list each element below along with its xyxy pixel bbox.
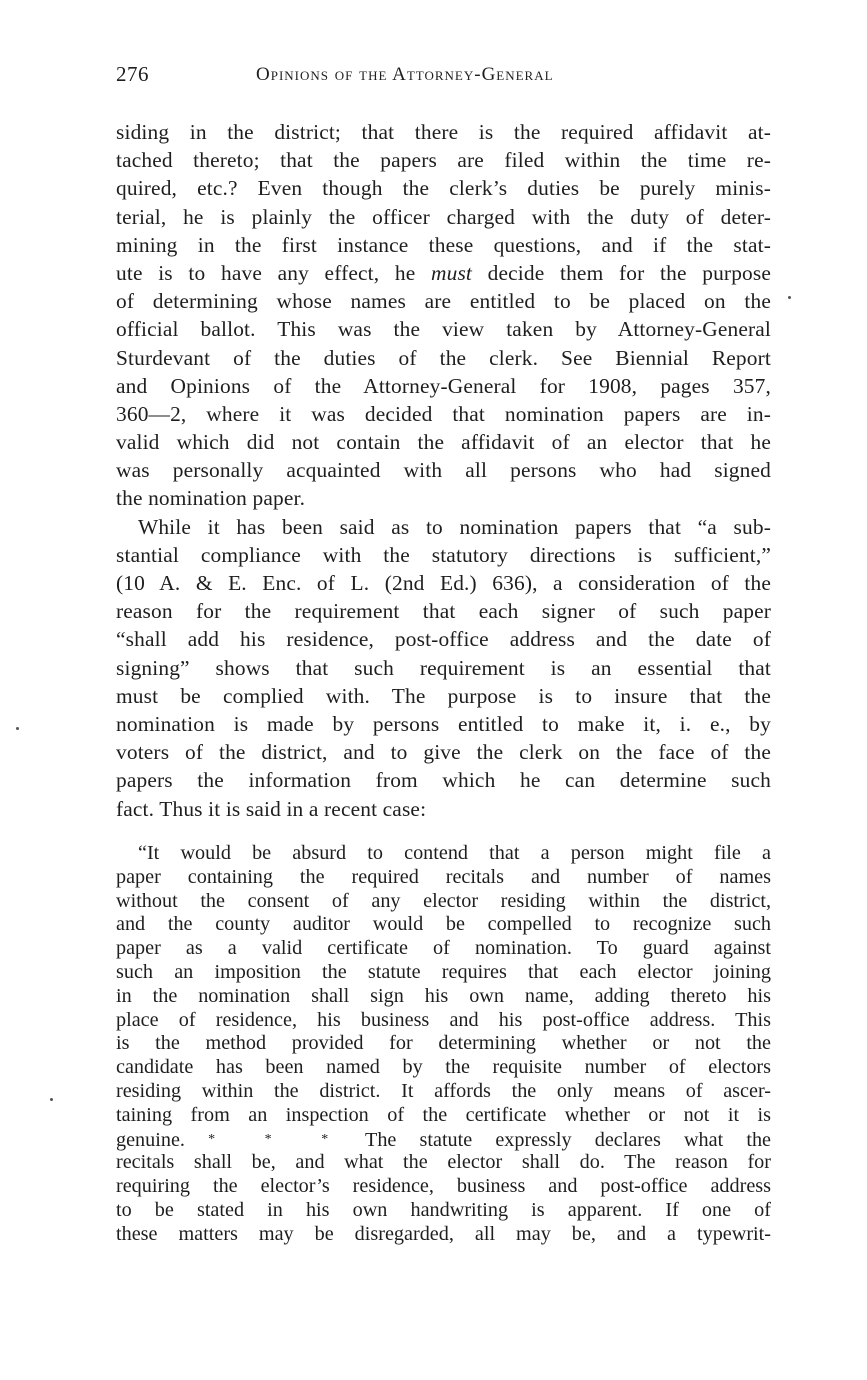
text-line: (10 A. & E. Enc. of L. (2nd Ed.) 636), a consideration of the (116, 571, 771, 595)
text-line: of determining whose names are entitled to be placed on the (116, 289, 771, 314)
quote-line: in the nomination shall sign his own name, adding thereto his (116, 984, 771, 1007)
text-line: papers the information from which he can determine such (116, 768, 771, 793)
scan-speck (16, 727, 19, 730)
text-line: nomination is made by persons entitled to make it, i. e., by (116, 711, 771, 736)
quote-line: is the method provided for determining whether or not the (116, 1032, 771, 1055)
text-segment: The statute expressly declares what the (342, 1128, 771, 1151)
quote-line: recitals shall be, and what the elector shall do. The reason for (116, 1151, 771, 1174)
text-line: valid which did not contain the affidavit of an elector that he (116, 430, 771, 455)
scan-speck (50, 1098, 53, 1101)
quote-line: requiring the elector’s residence, business and post-office address (116, 1175, 771, 1198)
text-segment: ute is to have any effect, he (116, 260, 431, 285)
text-line: was personally acquainted with all persons who had signed (116, 458, 771, 483)
body-text (116, 118, 771, 823)
text-line: signing” shows that such requirement is an essential that (116, 655, 771, 680)
text-line: quired, etc.? Even though the clerk’s duties be purely minis- (116, 176, 771, 201)
quote-line: without the consent of any elector residing within the district, (116, 889, 771, 912)
text-segment: decide them for the purpose (472, 260, 772, 285)
quote-line: these matters may be disregarded, all may be, and a typewrit- (116, 1222, 771, 1245)
block-quote (116, 842, 771, 1247)
text-line: fact. Thus it is said in a recent case: (116, 796, 427, 821)
text-line: must be complied with. The purpose is to insure that the (116, 683, 771, 708)
quote-line: to be stated in his own handwriting is apparent. If one of (116, 1198, 771, 1221)
quote-line: place of residence, his business and his post-office address. This (116, 1008, 771, 1031)
quote-line: candidate has been named by the requisite number of electors (116, 1056, 771, 1079)
text-line: While it has been said as to nomination papers that “a sub- (138, 514, 771, 539)
text-line: voters of the district, and to give the clerk on the face of the (116, 740, 771, 765)
text-line: “shall add his residence, post-office address and the date of (116, 627, 771, 652)
page-number: 276 (116, 62, 149, 86)
text-line: siding in the district; that there is the required affidavit at- (116, 120, 771, 144)
scan-speck (788, 296, 791, 299)
text-line: Sturdevant of the duties of the clerk. See Biennial Report (116, 345, 771, 370)
text-segment: genuine. (116, 1128, 209, 1151)
text-line: 360—2, where it was decided that nomination papers are in- (116, 401, 771, 426)
text-line: and Opinions of the Attorney-General for 1908, pages 357, (116, 373, 771, 398)
text-line: the nomination paper. (116, 486, 306, 511)
quote-line: paper as a valid certificate of nomination. To guard against (116, 937, 771, 960)
text-line: official ballot. This was the view taken by Attorney-General (116, 317, 771, 342)
text-line: tached thereto; that the papers are filed within the time re- (116, 148, 771, 173)
ellipsis-stars: * * * (208, 1131, 343, 1147)
quote-line: “It would be absurd to contend that a person might file a (138, 842, 771, 864)
text-line: reason for the requirement that each signer of such paper (116, 599, 771, 624)
text-line: mining in the first instance these questions, and if the stat- (116, 232, 771, 257)
quote-line: such an imposition the statute requires that each elector joining (116, 960, 771, 983)
quote-line: residing within the district. It affords the only means of ascer- (116, 1079, 771, 1102)
emphasis-word: must (431, 260, 473, 285)
quote-line: paper containing the required recitals and number of names (116, 865, 771, 888)
quote-line: taining from an inspection of the certificate whether or not it is (116, 1103, 771, 1126)
text-line: terial, he is plainly the officer charged with the duty of deter- (116, 204, 771, 229)
text-line (116, 259, 771, 287)
quote-line: and the county auditor would be compelled to recognize such (116, 913, 771, 936)
running-title: Opinions of the Attorney-General (256, 64, 554, 85)
text-line: stantial compliance with the statutory directions is sufficient,” (116, 542, 771, 567)
quote-line (116, 1128, 771, 1152)
running-head (116, 62, 771, 92)
